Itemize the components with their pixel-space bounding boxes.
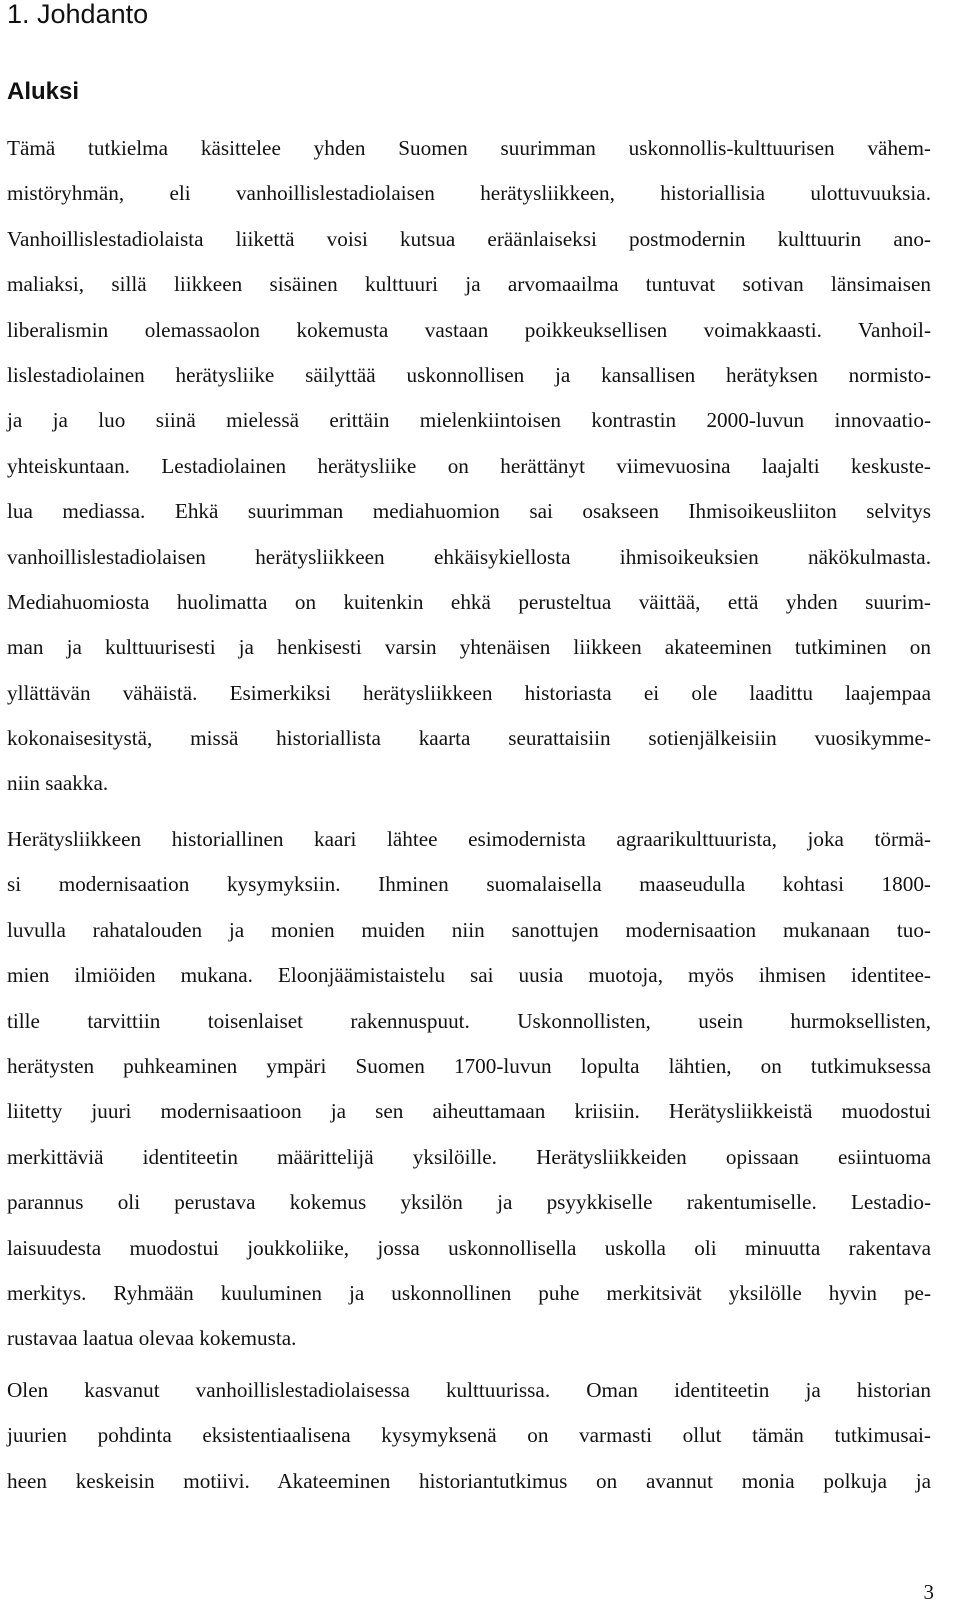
text-line: yllättävän vähäistä. Esimerkiksi herätysliikkeen historiasta ei ole laadittu laajempaa bbox=[7, 680, 931, 705]
text-line: Mediahuomiosta huolimatta on kuitenkin ehkä perusteltua väittää, että yhden suurim- bbox=[7, 589, 931, 614]
text-line: tille tarvittiin toisenlaiset rakennuspuut. Uskonnollisten, usein hurmoksellisten, bbox=[7, 1008, 931, 1033]
section-heading: Aluksi bbox=[7, 78, 80, 105]
text-line: vanhoillislestadiolaisen herätysliikkeen ehkäisykiellosta ihmisoikeuksien näkökulmasta. bbox=[7, 544, 931, 569]
text-line: Vanhoillislestadiolaista liikettä voisi kutsua eräänlaiseksi postmodernin kulttuurin ano- bbox=[7, 226, 931, 251]
paragraph-2 bbox=[7, 817, 931, 1362]
text-line: liberalismin olemassaolon kokemusta vastaan poikkeuksellisen voimakkaasti. Vanhoil- bbox=[7, 317, 931, 342]
text-line: Olen kasvanut vanhoillislestadiolaisessa kulttuurissa. Oman identiteetin ja historian bbox=[7, 1378, 931, 1402]
paragraph-3 bbox=[7, 1368, 931, 1504]
text-line: ja ja luo siinä mielessä erittäin mielenkiintoisen kontrastin 2000-luvun innovaatio- bbox=[7, 408, 931, 433]
text-line: lislestadiolainen herätysliike säilyttää uskonnollisen ja kansallisen herätyksen normisto- bbox=[7, 362, 931, 387]
text-line: herätysten puhkeaminen ympäri Suomen 1700-luvun lopulta lähtien, on tutkimuksessa bbox=[7, 1053, 931, 1078]
text-line: merkittäviä identiteetin määrittelijä yksilöille. Herätysliikkeiden opissaan esiintuoma bbox=[7, 1144, 931, 1169]
chapter-heading: 1. Johdanto bbox=[7, 0, 149, 29]
text-line: rustavaa laatua olevaa kokemusta. bbox=[7, 1326, 297, 1351]
text-line: yhteiskuntaan. Lestadiolainen herätysliike on herättänyt viimevuosina laajalti keskuste- bbox=[7, 453, 931, 478]
text-line: mistöryhmän, eli vanhoillislestadiolaisen herätysliikkeen, historiallisia ulottuvuuksia. bbox=[7, 181, 931, 206]
page-number: 3 bbox=[923, 1580, 934, 1604]
paragraph-1 bbox=[7, 126, 931, 807]
text-line: maliaksi, sillä liikkeen sisäinen kulttuuri ja arvomaailma tuntuvat sotivan länsimaisen bbox=[7, 272, 931, 297]
text-line: liitetty juuri modernisaatioon ja sen aiheuttamaan kriisiin. Herätysliikkeistä muodostui bbox=[7, 1099, 931, 1124]
text-line: si modernisaation kysymyksiin. Ihminen suomalaisella maaseudulla kohtasi 1800- bbox=[7, 872, 931, 897]
text-line: kokonaisesitystä, missä historiallista kaarta seurattaisiin sotienjälkeisiin vuosikymme- bbox=[7, 726, 931, 751]
text-line: juurien pohdinta eksistentiaalisena kysymyksenä on varmasti ollut tämän tutkimusai- bbox=[7, 1423, 931, 1448]
text-line: man ja kulttuurisesti ja henkisesti varsin yhtenäisen liikkeen akateeminen tutkiminen on bbox=[7, 635, 931, 660]
text-line: Tämä tutkielma käsittelee yhden Suomen suurimman uskonnollis-kulttuurisen vähem- bbox=[7, 136, 931, 160]
text-line: Herätysliikkeen historiallinen kaari lähtee esimodernista agraarikulttuurista, joka törmä- bbox=[7, 827, 931, 851]
text-line: parannus oli perustava kokemus yksilön ja psyykkiselle rakentumiselle. Lestadio- bbox=[7, 1190, 931, 1215]
text-line: heen keskeisin motiivi. Akateeminen historiantutkimus on avannut monia polkuja ja bbox=[7, 1468, 931, 1493]
text-line: niin saakka. bbox=[7, 771, 109, 796]
text-line: merkitys. Ryhmään kuuluminen ja uskonnollinen puhe merkitsivät yksilölle hyvin pe- bbox=[7, 1280, 931, 1305]
text-line: laisuudesta muodostui joukkoliike, jossa uskonnollisella uskolla oli minuutta rakentava bbox=[7, 1235, 931, 1260]
text-line: luvulla rahatalouden ja monien muiden niin sanottujen modernisaation mukanaan tuo- bbox=[7, 917, 931, 942]
text-line: mien ilmiöiden mukana. Eloonjäämistaistelu sai uusia muotoja, myös ihmisen identitee- bbox=[7, 963, 931, 988]
text-line: lua mediassa. Ehkä suurimman mediahuomion sai osakseen Ihmisoikeusliiton selvitys bbox=[7, 499, 931, 524]
